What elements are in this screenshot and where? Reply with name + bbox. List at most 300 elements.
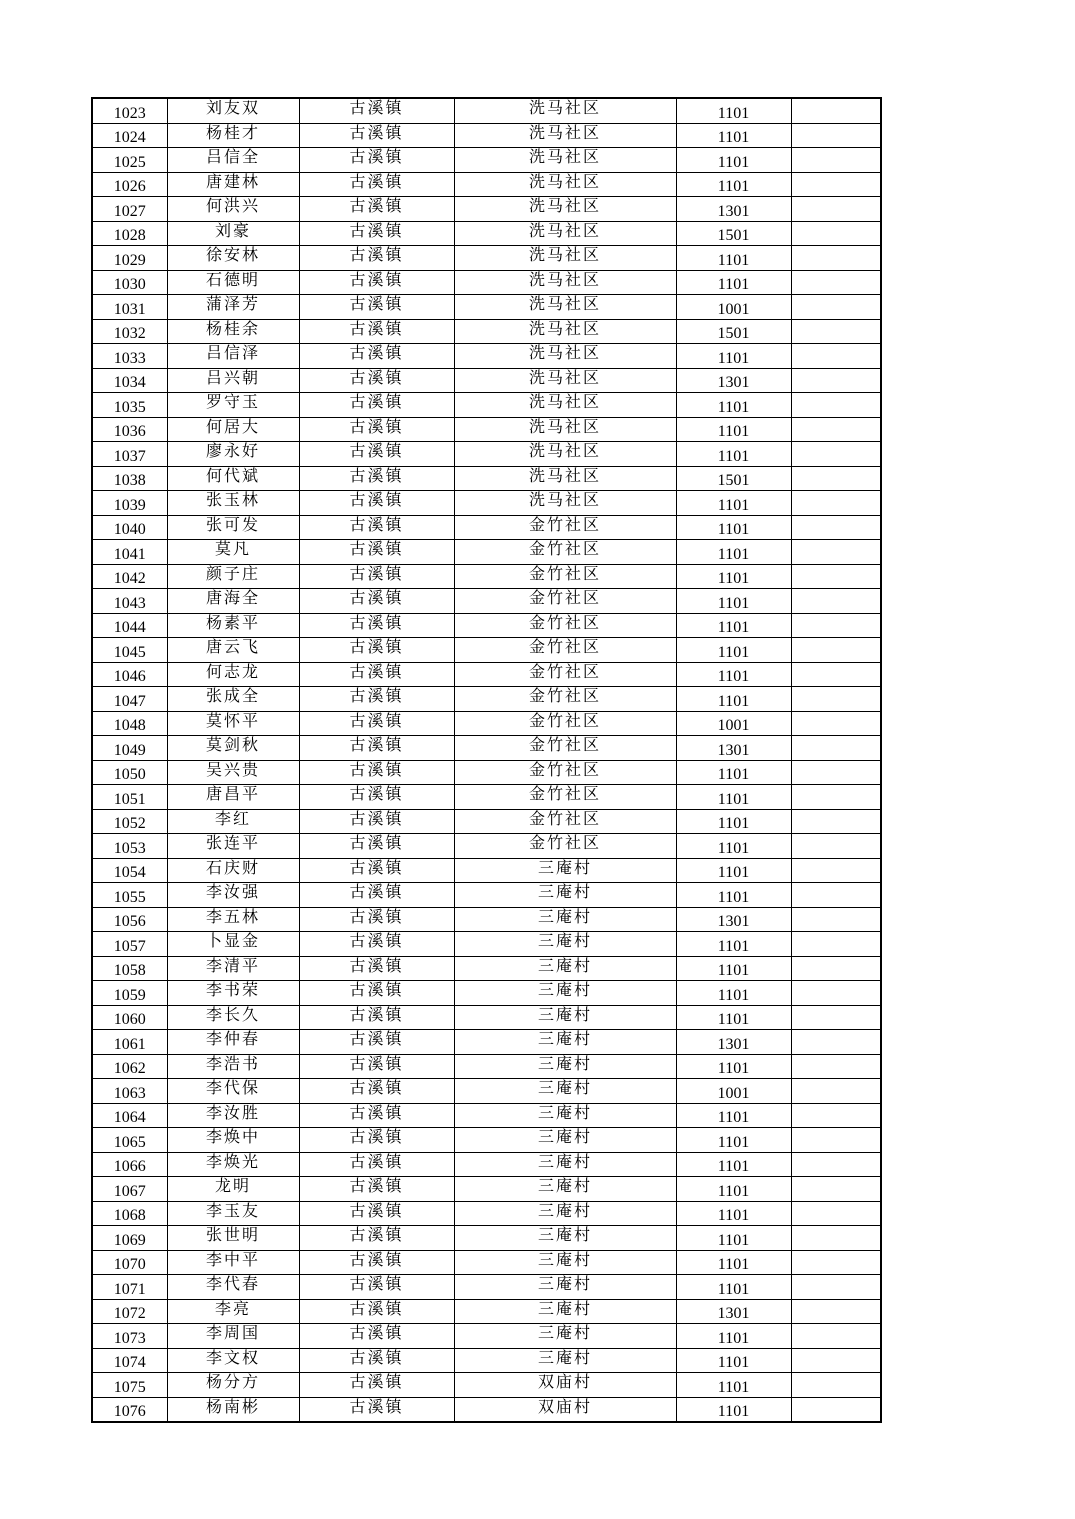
- community-cell: 洗马社区: [454, 344, 676, 369]
- serial-number-cell: 1064: [92, 1103, 167, 1128]
- serial-number-cell: 1067: [92, 1177, 167, 1202]
- serial-number-cell: 1061: [92, 1030, 167, 1055]
- name-cell: 李长久: [167, 1005, 299, 1030]
- town-cell: 古溪镇: [299, 662, 454, 687]
- serial-number-cell: 1053: [92, 834, 167, 859]
- table-row: [92, 221, 881, 246]
- community-cell: 三庵村: [454, 1324, 676, 1349]
- town-cell: 古溪镇: [299, 98, 454, 123]
- table-row: [92, 1079, 881, 1104]
- name-cell: 罗守玉: [167, 393, 299, 418]
- code-cell: 1101: [676, 491, 791, 516]
- community-cell: 双庙村: [454, 1373, 676, 1398]
- table-row: [92, 148, 881, 173]
- serial-number-cell: 1073: [92, 1324, 167, 1349]
- name-cell: 张成全: [167, 687, 299, 712]
- code-cell: 1101: [676, 1103, 791, 1128]
- town-cell: 古溪镇: [299, 711, 454, 736]
- code-cell: 1101: [676, 148, 791, 173]
- table-row: [92, 1373, 881, 1398]
- table-row: [92, 883, 881, 908]
- code-cell: 1101: [676, 1152, 791, 1177]
- community-cell: 三庵村: [454, 1250, 676, 1275]
- serial-number-cell: 1062: [92, 1054, 167, 1079]
- town-cell: 古溪镇: [299, 515, 454, 540]
- serial-number-cell: 1074: [92, 1348, 167, 1373]
- serial-number-cell: 1054: [92, 858, 167, 883]
- table-row: [92, 1226, 881, 1251]
- town-cell: 古溪镇: [299, 1128, 454, 1153]
- community-cell: 金竹社区: [454, 687, 676, 712]
- remark-cell: [791, 858, 881, 883]
- remark-cell: [791, 491, 881, 516]
- community-cell: 三庵村: [454, 1152, 676, 1177]
- code-cell: 1101: [676, 393, 791, 418]
- serial-number-cell: 1066: [92, 1152, 167, 1177]
- serial-number-cell: 1032: [92, 319, 167, 344]
- remark-cell: [791, 540, 881, 565]
- serial-number-cell: 1076: [92, 1397, 167, 1422]
- town-cell: 古溪镇: [299, 785, 454, 810]
- town-cell: 古溪镇: [299, 956, 454, 981]
- name-cell: 李汝胜: [167, 1103, 299, 1128]
- town-cell: 古溪镇: [299, 809, 454, 834]
- remark-cell: [791, 393, 881, 418]
- serial-number-cell: 1042: [92, 564, 167, 589]
- name-cell: 莫凡: [167, 540, 299, 565]
- remark-cell: [791, 564, 881, 589]
- community-cell: 三庵村: [454, 1054, 676, 1079]
- community-cell: 金竹社区: [454, 638, 676, 663]
- serial-number-cell: 1056: [92, 907, 167, 932]
- table-row: [92, 760, 881, 785]
- remark-cell: [791, 1128, 881, 1153]
- code-cell: 1101: [676, 760, 791, 785]
- code-cell: 1101: [676, 98, 791, 123]
- town-cell: 古溪镇: [299, 319, 454, 344]
- community-cell: 三庵村: [454, 858, 676, 883]
- code-cell: 1501: [676, 466, 791, 491]
- town-cell: 古溪镇: [299, 1054, 454, 1079]
- remark-cell: [791, 515, 881, 540]
- serial-number-cell: 1040: [92, 515, 167, 540]
- community-cell: 三庵村: [454, 1177, 676, 1202]
- serial-number-cell: 1048: [92, 711, 167, 736]
- code-cell: 1101: [676, 1373, 791, 1398]
- table-row: [92, 1348, 881, 1373]
- town-cell: 古溪镇: [299, 123, 454, 148]
- table-row: [92, 1030, 881, 1055]
- code-cell: 1101: [676, 417, 791, 442]
- community-cell: 洗马社区: [454, 172, 676, 197]
- town-cell: 古溪镇: [299, 613, 454, 638]
- remark-cell: [791, 1226, 881, 1251]
- community-cell: 洗马社区: [454, 148, 676, 173]
- community-cell: 三庵村: [454, 1079, 676, 1104]
- serial-number-cell: 1041: [92, 540, 167, 565]
- code-cell: 1101: [676, 1177, 791, 1202]
- serial-number-cell: 1055: [92, 883, 167, 908]
- community-cell: 金竹社区: [454, 809, 676, 834]
- town-cell: 古溪镇: [299, 1079, 454, 1104]
- name-cell: 刘友双: [167, 98, 299, 123]
- community-cell: 金竹社区: [454, 785, 676, 810]
- town-cell: 古溪镇: [299, 540, 454, 565]
- name-cell: 张玉林: [167, 491, 299, 516]
- table-row: [92, 319, 881, 344]
- table-row: [92, 711, 881, 736]
- name-cell: 张世明: [167, 1226, 299, 1251]
- code-cell: 1101: [676, 540, 791, 565]
- name-cell: 唐建林: [167, 172, 299, 197]
- code-cell: 1301: [676, 1030, 791, 1055]
- code-cell: 1501: [676, 319, 791, 344]
- code-cell: 1101: [676, 270, 791, 295]
- table-row: [92, 466, 881, 491]
- town-cell: 古溪镇: [299, 246, 454, 271]
- town-cell: 古溪镇: [299, 1226, 454, 1251]
- name-cell: 唐海全: [167, 589, 299, 614]
- community-cell: 三庵村: [454, 1299, 676, 1324]
- name-cell: 颜子庄: [167, 564, 299, 589]
- table-row: [92, 246, 881, 271]
- table-row: [92, 1103, 881, 1128]
- town-cell: 古溪镇: [299, 564, 454, 589]
- community-cell: 洗马社区: [454, 295, 676, 320]
- community-cell: 双庙村: [454, 1397, 676, 1422]
- remark-cell: [791, 368, 881, 393]
- town-cell: 古溪镇: [299, 1397, 454, 1422]
- remark-cell: [791, 1030, 881, 1055]
- table-row: [92, 1299, 881, 1324]
- town-cell: 古溪镇: [299, 589, 454, 614]
- serial-number-cell: 1035: [92, 393, 167, 418]
- remark-cell: [791, 246, 881, 271]
- town-cell: 古溪镇: [299, 442, 454, 467]
- table-row: [92, 638, 881, 663]
- remark-cell: [791, 197, 881, 222]
- code-cell: 1001: [676, 295, 791, 320]
- table-row: [92, 932, 881, 957]
- town-cell: 古溪镇: [299, 760, 454, 785]
- town-cell: 古溪镇: [299, 1030, 454, 1055]
- remark-cell: [791, 344, 881, 369]
- name-cell: 杨南彬: [167, 1397, 299, 1422]
- community-cell: 三庵村: [454, 1103, 676, 1128]
- code-cell: 1101: [676, 1201, 791, 1226]
- table-row: [92, 393, 881, 418]
- community-cell: 洗马社区: [454, 98, 676, 123]
- name-cell: 莫剑秋: [167, 736, 299, 761]
- town-cell: 古溪镇: [299, 1275, 454, 1300]
- town-cell: 古溪镇: [299, 907, 454, 932]
- remark-cell: [791, 98, 881, 123]
- roster-table-body: [92, 98, 881, 1422]
- table-row: [92, 981, 881, 1006]
- serial-number-cell: 1029: [92, 246, 167, 271]
- code-cell: 1101: [676, 638, 791, 663]
- serial-number-cell: 1030: [92, 270, 167, 295]
- serial-number-cell: 1063: [92, 1079, 167, 1104]
- name-cell: 李书荣: [167, 981, 299, 1006]
- table-row: [92, 344, 881, 369]
- town-cell: 古溪镇: [299, 344, 454, 369]
- remark-cell: [791, 736, 881, 761]
- table-row: [92, 295, 881, 320]
- remark-cell: [791, 442, 881, 467]
- town-cell: 古溪镇: [299, 172, 454, 197]
- table-row: [92, 662, 881, 687]
- remark-cell: [791, 1348, 881, 1373]
- name-cell: 李汝强: [167, 883, 299, 908]
- table-row: [92, 1397, 881, 1422]
- name-cell: 杨桂余: [167, 319, 299, 344]
- table-row: [92, 123, 881, 148]
- serial-number-cell: 1059: [92, 981, 167, 1006]
- remark-cell: [791, 834, 881, 859]
- table-row: [92, 1250, 881, 1275]
- community-cell: 三庵村: [454, 981, 676, 1006]
- town-cell: 古溪镇: [299, 1103, 454, 1128]
- code-cell: 1101: [676, 834, 791, 859]
- table-row: [92, 1005, 881, 1030]
- name-cell: 何志龙: [167, 662, 299, 687]
- remark-cell: [791, 295, 881, 320]
- table-row: [92, 491, 881, 516]
- code-cell: 1101: [676, 1324, 791, 1349]
- remark-cell: [791, 319, 881, 344]
- name-cell: 李亮: [167, 1299, 299, 1324]
- community-cell: 洗马社区: [454, 393, 676, 418]
- remark-cell: [791, 172, 881, 197]
- serial-number-cell: 1065: [92, 1128, 167, 1153]
- community-cell: 三庵村: [454, 1226, 676, 1251]
- serial-number-cell: 1034: [92, 368, 167, 393]
- community-cell: 洗马社区: [454, 417, 676, 442]
- remark-cell: [791, 1275, 881, 1300]
- serial-number-cell: 1057: [92, 932, 167, 957]
- code-cell: 1101: [676, 613, 791, 638]
- name-cell: 卜显金: [167, 932, 299, 957]
- table-row: [92, 1324, 881, 1349]
- code-cell: 1101: [676, 785, 791, 810]
- table-row: [92, 368, 881, 393]
- code-cell: 1301: [676, 197, 791, 222]
- table-row: [92, 564, 881, 589]
- community-cell: 金竹社区: [454, 760, 676, 785]
- serial-number-cell: 1069: [92, 1226, 167, 1251]
- table-row: [92, 907, 881, 932]
- code-cell: 1101: [676, 1348, 791, 1373]
- community-cell: 金竹社区: [454, 564, 676, 589]
- code-cell: 1101: [676, 564, 791, 589]
- code-cell: 1101: [676, 1397, 791, 1422]
- community-cell: 金竹社区: [454, 834, 676, 859]
- remark-cell: [791, 589, 881, 614]
- community-cell: 洗马社区: [454, 368, 676, 393]
- table-row: [92, 1177, 881, 1202]
- serial-number-cell: 1049: [92, 736, 167, 761]
- name-cell: 刘豪: [167, 221, 299, 246]
- serial-number-cell: 1058: [92, 956, 167, 981]
- code-cell: 1101: [676, 1054, 791, 1079]
- remark-cell: [791, 932, 881, 957]
- code-cell: 1101: [676, 858, 791, 883]
- name-cell: 李清平: [167, 956, 299, 981]
- serial-number-cell: 1045: [92, 638, 167, 663]
- serial-number-cell: 1036: [92, 417, 167, 442]
- town-cell: 古溪镇: [299, 1373, 454, 1398]
- code-cell: 1101: [676, 515, 791, 540]
- serial-number-cell: 1031: [92, 295, 167, 320]
- serial-number-cell: 1075: [92, 1373, 167, 1398]
- remark-cell: [791, 760, 881, 785]
- name-cell: 张连平: [167, 834, 299, 859]
- remark-cell: [791, 687, 881, 712]
- name-cell: 李周国: [167, 1324, 299, 1349]
- serial-number-cell: 1023: [92, 98, 167, 123]
- name-cell: 吴兴贵: [167, 760, 299, 785]
- name-cell: 李红: [167, 809, 299, 834]
- town-cell: 古溪镇: [299, 736, 454, 761]
- community-cell: 三庵村: [454, 1005, 676, 1030]
- code-cell: 1101: [676, 442, 791, 467]
- table-row: [92, 1152, 881, 1177]
- serial-number-cell: 1027: [92, 197, 167, 222]
- serial-number-cell: 1028: [92, 221, 167, 246]
- table-row: [92, 540, 881, 565]
- town-cell: 古溪镇: [299, 197, 454, 222]
- community-cell: 洗马社区: [454, 491, 676, 516]
- town-cell: 古溪镇: [299, 858, 454, 883]
- remark-cell: [791, 1054, 881, 1079]
- name-cell: 吕信泽: [167, 344, 299, 369]
- serial-number-cell: 1072: [92, 1299, 167, 1324]
- community-cell: 洗马社区: [454, 270, 676, 295]
- table-row: [92, 785, 881, 810]
- town-cell: 古溪镇: [299, 1177, 454, 1202]
- code-cell: 1501: [676, 221, 791, 246]
- name-cell: 杨素平: [167, 613, 299, 638]
- serial-number-cell: 1047: [92, 687, 167, 712]
- table-row: [92, 956, 881, 981]
- code-cell: 1101: [676, 883, 791, 908]
- town-cell: 古溪镇: [299, 221, 454, 246]
- community-cell: 洗马社区: [454, 319, 676, 344]
- town-cell: 古溪镇: [299, 295, 454, 320]
- town-cell: 古溪镇: [299, 1152, 454, 1177]
- community-cell: 金竹社区: [454, 540, 676, 565]
- serial-number-cell: 1038: [92, 466, 167, 491]
- town-cell: 古溪镇: [299, 1324, 454, 1349]
- name-cell: 杨桂才: [167, 123, 299, 148]
- table-row: [92, 1201, 881, 1226]
- community-cell: 金竹社区: [454, 662, 676, 687]
- table-row: [92, 270, 881, 295]
- town-cell: 古溪镇: [299, 1250, 454, 1275]
- serial-number-cell: 1050: [92, 760, 167, 785]
- code-cell: 1101: [676, 662, 791, 687]
- table-row: [92, 515, 881, 540]
- table-row: [92, 858, 881, 883]
- name-cell: 何代斌: [167, 466, 299, 491]
- code-cell: 1101: [676, 687, 791, 712]
- serial-number-cell: 1025: [92, 148, 167, 173]
- roster-table: [91, 97, 882, 1423]
- table-row: [92, 687, 881, 712]
- name-cell: 李仲春: [167, 1030, 299, 1055]
- remark-cell: [791, 466, 881, 491]
- community-cell: 金竹社区: [454, 711, 676, 736]
- code-cell: 1101: [676, 172, 791, 197]
- serial-number-cell: 1046: [92, 662, 167, 687]
- name-cell: 吕兴朝: [167, 368, 299, 393]
- remark-cell: [791, 956, 881, 981]
- community-cell: 金竹社区: [454, 613, 676, 638]
- code-cell: 1101: [676, 589, 791, 614]
- table-row: [92, 613, 881, 638]
- remark-cell: [791, 883, 881, 908]
- town-cell: 古溪镇: [299, 638, 454, 663]
- code-cell: 1101: [676, 1250, 791, 1275]
- community-cell: 三庵村: [454, 883, 676, 908]
- code-cell: 1301: [676, 736, 791, 761]
- remark-cell: [791, 785, 881, 810]
- remark-cell: [791, 148, 881, 173]
- community-cell: 洗马社区: [454, 221, 676, 246]
- remark-cell: [791, 1152, 881, 1177]
- serial-number-cell: 1043: [92, 589, 167, 614]
- serial-number-cell: 1024: [92, 123, 167, 148]
- remark-cell: [791, 1397, 881, 1422]
- serial-number-cell: 1060: [92, 1005, 167, 1030]
- name-cell: 李代春: [167, 1275, 299, 1300]
- town-cell: 古溪镇: [299, 417, 454, 442]
- serial-number-cell: 1037: [92, 442, 167, 467]
- remark-cell: [791, 1250, 881, 1275]
- code-cell: 1301: [676, 368, 791, 393]
- town-cell: 古溪镇: [299, 1005, 454, 1030]
- community-cell: 三庵村: [454, 1275, 676, 1300]
- town-cell: 古溪镇: [299, 883, 454, 908]
- remark-cell: [791, 1324, 881, 1349]
- name-cell: 李文权: [167, 1348, 299, 1373]
- name-cell: 廖永好: [167, 442, 299, 467]
- remark-cell: [791, 1177, 881, 1202]
- town-cell: 古溪镇: [299, 1201, 454, 1226]
- community-cell: 三庵村: [454, 1128, 676, 1153]
- town-cell: 古溪镇: [299, 834, 454, 859]
- name-cell: 莫怀平: [167, 711, 299, 736]
- community-cell: 三庵村: [454, 956, 676, 981]
- table-row: [92, 197, 881, 222]
- remark-cell: [791, 1103, 881, 1128]
- code-cell: 1101: [676, 1005, 791, 1030]
- remark-cell: [791, 1005, 881, 1030]
- name-cell: 吕信全: [167, 148, 299, 173]
- name-cell: 石德明: [167, 270, 299, 295]
- remark-cell: [791, 1079, 881, 1104]
- town-cell: 古溪镇: [299, 1299, 454, 1324]
- community-cell: 洗马社区: [454, 123, 676, 148]
- serial-number-cell: 1071: [92, 1275, 167, 1300]
- town-cell: 古溪镇: [299, 981, 454, 1006]
- community-cell: 洗马社区: [454, 197, 676, 222]
- name-cell: 唐云飞: [167, 638, 299, 663]
- community-cell: 三庵村: [454, 1348, 676, 1373]
- town-cell: 古溪镇: [299, 466, 454, 491]
- remark-cell: [791, 809, 881, 834]
